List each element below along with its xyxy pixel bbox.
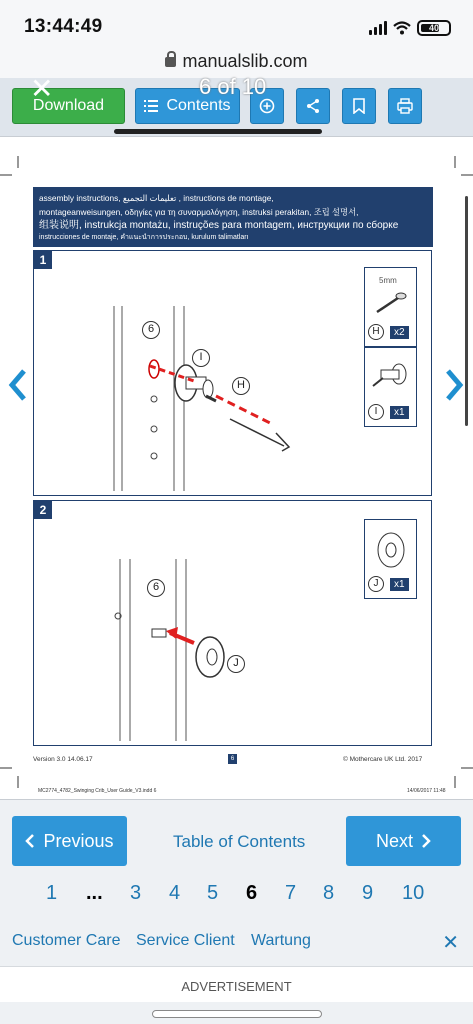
page-counter: 6 of 10	[199, 74, 267, 99]
previous-label: Previous	[43, 830, 114, 851]
chevron-right-icon	[444, 368, 464, 402]
battery-icon	[417, 20, 451, 36]
banner-line: montageanweisungen, οδηγίες για τη συναρμολόγηση, instruksi perakitan, 조립 설명서,	[39, 207, 359, 217]
banner-line: assembly instructions, تعليمات التجميع , instructions de montage,	[39, 193, 274, 203]
next-page-arrow[interactable]	[444, 368, 464, 411]
page-link[interactable]: 4	[169, 882, 181, 904]
prev-page-arrow[interactable]	[8, 368, 28, 411]
signal-icon	[369, 21, 387, 35]
vertical-scrollbar[interactable]	[465, 196, 468, 426]
chevron-left-icon	[8, 368, 28, 402]
download-label: Download	[32, 97, 105, 114]
part-label-6: 6	[142, 321, 160, 339]
wifi-icon	[393, 21, 411, 35]
part-label-6: 6	[147, 579, 165, 597]
page-current: 6	[246, 882, 258, 904]
part-label-h: H	[232, 377, 250, 395]
bookmark-icon	[353, 98, 365, 114]
handle-icon	[369, 360, 413, 396]
lock-icon	[165, 57, 176, 67]
service-client-link[interactable]: Service Client	[136, 932, 235, 949]
page-link[interactable]: 8	[323, 882, 335, 904]
chevron-right-icon	[421, 833, 431, 849]
next-button[interactable]	[346, 816, 461, 866]
contents-label: Contents	[166, 97, 231, 114]
banner-line: 组装说明, instrukcja montażu, instruções para montagem, инструкции по сборке	[39, 220, 399, 231]
status-time: 13:44:49	[24, 16, 103, 37]
advertisement-label: ADVERTISEMENT	[0, 966, 473, 1002]
screw-size: 5mm	[379, 276, 397, 285]
footer-links	[0, 932, 473, 956]
scroll-indicator	[114, 129, 322, 134]
pager	[0, 816, 473, 868]
part-label-i: I	[192, 349, 210, 367]
page-link[interactable]: 1	[46, 882, 58, 904]
file-date: 14/06/2017 11:48	[407, 788, 446, 794]
wartung-link[interactable]: Wartung	[251, 932, 311, 949]
rose-qty: x1	[390, 578, 409, 591]
handle-qty: x1	[390, 406, 409, 419]
url-text[interactable]: manualslib.com	[182, 51, 308, 71]
bookmark-button[interactable]	[342, 88, 376, 124]
url-bar[interactable]	[0, 44, 473, 78]
next-label: Next	[375, 830, 413, 851]
list-icon	[144, 100, 158, 112]
step-number: 1	[34, 251, 52, 269]
part-label-i-box: I	[368, 404, 384, 420]
part-label-j-box: J	[368, 576, 384, 592]
banner-line: instrucciones de montaje, คำแนะนำการประกอบ, kurulum talimatları	[39, 234, 249, 241]
copyright-text: © Mothercare UK Ltd. 2017	[343, 756, 423, 763]
table-of-contents-link[interactable]: Table of Contents	[173, 832, 306, 851]
status-icons	[369, 20, 451, 36]
instructions-banner	[33, 187, 433, 247]
file-ref: MC2774_4782_Swinging Crib_User Guide_V3.indd 6	[38, 788, 157, 794]
customer-care-link[interactable]: Customer Care	[12, 932, 121, 949]
page-link[interactable]: 7	[285, 882, 297, 904]
zoom-in-icon	[259, 98, 275, 114]
page-ellipsis: ...	[86, 882, 103, 904]
page-link[interactable]: 5	[207, 882, 219, 904]
screw-icon	[373, 288, 409, 318]
screw-qty: x2	[390, 326, 409, 339]
part-label-h-box: H	[368, 324, 384, 340]
battery-level: 40	[428, 23, 439, 33]
rose-part-box	[364, 519, 417, 599]
version-text: Version 3.0 14.06.17	[33, 756, 93, 763]
page-link[interactable]: 10	[402, 882, 425, 904]
home-indicator[interactable]	[152, 1010, 322, 1018]
close-icon[interactable]: ✕	[442, 932, 459, 954]
handle-part-box	[364, 347, 417, 427]
print-button[interactable]	[388, 88, 422, 124]
part-label-j: J	[227, 655, 245, 673]
doc-page-number: 6	[228, 754, 237, 764]
step-2-panel	[33, 500, 432, 746]
status-bar	[0, 0, 473, 44]
step-1-panel	[33, 250, 432, 496]
share-icon	[305, 98, 321, 114]
page-link[interactable]: 3	[130, 882, 142, 904]
share-button[interactable]	[296, 88, 330, 124]
page-link[interactable]: 9	[362, 882, 374, 904]
print-icon	[397, 98, 413, 114]
previous-button[interactable]	[12, 816, 127, 866]
step-number: 2	[34, 501, 52, 519]
close-icon[interactable]: ✕	[30, 73, 54, 104]
screw-part-box	[364, 267, 417, 347]
chevron-left-icon	[25, 833, 35, 849]
page-numbers	[0, 882, 473, 910]
rose-icon	[373, 530, 409, 570]
download-button[interactable]	[12, 88, 125, 124]
